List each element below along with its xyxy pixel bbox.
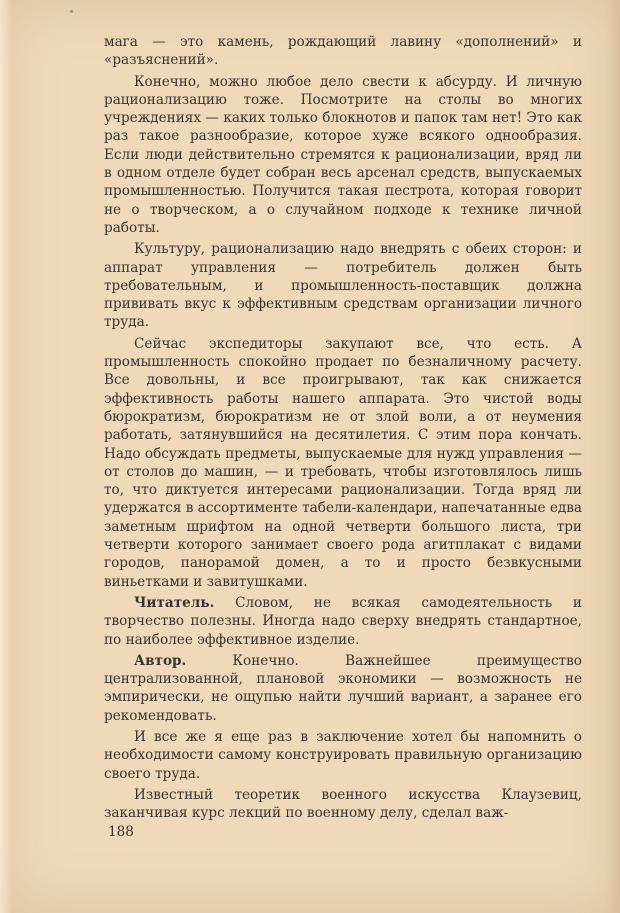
paragraph-reader <box>104 594 582 649</box>
paragraph-1: мага — это камень, рождающий лавину «дополнений» и «разъяснений». <box>104 34 582 69</box>
paragraph-4: Сейчас экспедиторы закупают все, что есть. А промышленность спокойно продает по безналичному расчету. Все довольны, и все проигрывают, так как снижается эффективность работы нашего аппарата. Это чистой воды бюрократизм, бюрократизм не от злой воли, а от неумения работать, затянувшийся на десятилетия. С этим пора кончать. Надо обсуждать предметы, выпускаемые для нужд управления — от столов до машин, — и требовать, чтобы изготовлялось лишь то, что диктуется интересами рационализации. Тогда вряд ли удержатся в ассортименте табели-календари, напечатанные едва заметным шрифтом на одной четверти большого листа, три четверти которого занимает своего рода агитплакат с видами городов, панорамой домен, а то и просто безвкусными виньетками и завитушками. <box>104 335 582 590</box>
reader-remark: Словом, не всякая самодеятельность и творчество полезны. Иногда надо сверху внедрять стандартное, по наиболее эффективное изделие. <box>104 594 582 648</box>
paper-speck <box>70 10 73 13</box>
page-text <box>104 33 582 825</box>
paragraph-2: Конечно, можно любое дело свести к абсурду. И личную рационализацию тоже. Посмотрите на столы во многих учреждениях — каких только блокнотов и папок там нет! Это как раз такое разнообразие, которое хуже всякого однообразия. Если люди действительно стремятся к рационализации, вряд ли в одном отделе будет собран весь арсенал средств, выпускаемых промышленностью. Получится такая пестрота, которая говорит не о творческом, а о случайном подходе к технике личной работы. <box>104 73 582 236</box>
paragraph-7: И все же я еще раз в заключение хотел бы напомнить о необходимости самому конструировать правильную организацию своего труда. <box>104 728 582 782</box>
author-remark: Конечно. Важнейшее преимущество централизованной, плановой экономики — возможность не эмпирически, не ощупью найти лучший вариант, а заранее его рекомендовать. <box>104 652 582 724</box>
speaker-reader: Читатель. <box>134 594 215 611</box>
paragraph-8: Известный теоретик военного искусства Клаузевиц, заканчивая курс лекций по военному делу, сделал важ- <box>104 786 582 822</box>
page-number: 188 <box>108 824 134 840</box>
paragraph-3: Культуру, рационализацию надо внедрять с обеих сторон: и аппарат управления — потребитель должен быть требовательным, и промышленность-поставщик должна прививать вкус к эффективным средствам организации личного труда. <box>104 241 582 331</box>
paragraph-author <box>104 652 582 725</box>
speaker-author: Автор. <box>134 652 187 669</box>
